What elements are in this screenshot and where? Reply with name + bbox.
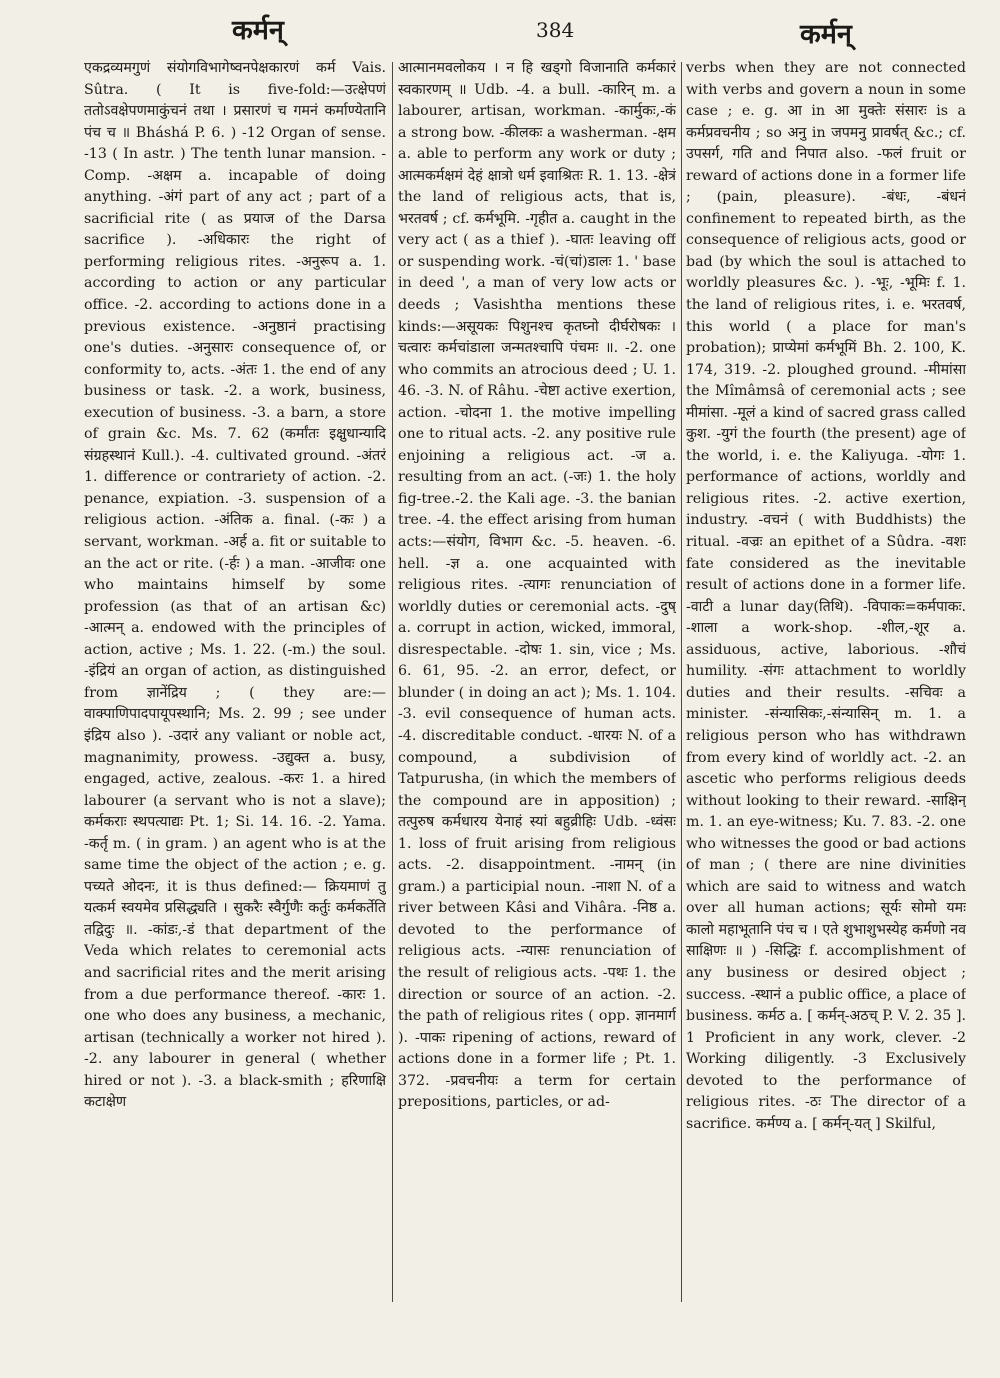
dictionary-body [84,58,966,1318]
column-3-text: verbs when they are not connected with verbs and govern a noun in some case ; e. g. आ in आ मुक्तेः संसारः is a कर्मप्रवचनीय ; so अनु in जपमनु प्रावर्षत् &c.; cf. उपसर्ग, गति and निपात also. -फलं fruit or reward of actions done in a former life ; (pain, pleasure). -बंधः, -बंधनं confinement to repeated birth, as the consequence of religious acts, good or bad (by which the soul is attached to worldly pleasures &c. ). -भूः, -भूमिः f. 1. the land of religious rites, i. e. भरतवर्ष, this world ( a place for man's probation); प्राप्येमां कर्मभूमिं Bh. 2. 100, K. 174, 319. -2. ploughed ground. -मीमांसा the Mîmâmsâ of ceremonial acts ; see मीमांसा. -मूलं a kind of sacred grass called कुश. -युगं the fourth (the present) age of the world, i. e. the Kaliyuga. -योगः 1. performance of actions, worldly and religious rites. -2. active exertion, industry. -वचनं ( with Buddhists) the ritual. -वज्रः an epithet of a Sûdra. -वशः fate considered as the inevitable result of actions done in a former life. -वाटी a lunar day(तिथि). -विपाकः=कर्मपाकः. -शाला a work-shop. -शील,-शूर a. assiduous, active, laborious. -शौचं humility. -संगः attachment to worldly duties and their results. -सचिवः a minister. -संन्यासिकः,-संन्यासिन् m. 1. a religious person who has withdrawn from every kind of worldly act. -2. an ascetic who performs religious deeds without looking to their reward. -साक्षिन् m. 1. an eye-witness; Ku. 7. 83. -2. one who witnesses the good or bad actions of man ; ( there are nine divinities which are said to witness and watch over all human actions; सूर्यः सोमो यमः कालो महाभूतानि पंच च । एते शुभाशुभस्येह कर्मणो नव साक्षिणः ॥ ) -सिद्धिः f. accomplishment of any business or desired object ; success. -स्थानं a public office, a place of business. कर्मठ a. [ कर्मन्-अठच् P. V. 2. 35 ]. 1 Proficient in any work, clever. -2 Working diligently. -3 Exclusively devoted to the performance of religious rites. -ठः The director of a sacrifice. कर्मण्य a. [ कर्मन्-यत् ] Skilful, [686,60,966,1132]
page-number: 384 [536,18,575,42]
column-1 [84,58,386,1313]
left-running-headword: कर्मन् [232,15,284,46]
column-divider-1 [392,62,393,1302]
column-2-text: आत्मानमवलोकय । न हि खड्गो विजानाति कर्मकारं स्वकारणम् ॥ Udb. -4. a bull. -कारिन् m. a labourer, artisan, workman. -कार्मुकः,-कं a strong bow. -कीलकः a washerman. -क्षम a. able to perform any work or duty ; आत्मकर्मक्षमं देहं क्षात्रो धर्म इवाश्रितः R. 1. 13. -क्षेत्रं the land of religious acts, that is, भरतवर्ष ; cf. कर्मभूमि. -गृहीत a. caught in the very act ( as a thief ). -घातः leaving off or suspending work. -चं(चां)डालः 1. ' base in deed ', a man of very low acts or deeds ; Vasishtha mentions these kinds:—असूयकः पिशुनश्च कृतघ्नो दीर्घरोषकः । चत्वारः कर्मचांडाला जन्मतश्चापि पंचमः ॥. -2. one who commits an atrocious deed ; U. 1. 46. -3. N. of Râhu. -चेष्टा active exertion, action. -चोदना 1. the motive impelling one to ritual acts. -2. any positive rule enjoining a religious act. -ज a. resulting from an act. (-जः) 1. the holy fig-tree.-2. the Kali age. -3. the banian tree. -4. the effect arising from human acts:—संयोग, विभाग &c. -5. heaven. -6. hell. -ज्ञ a. one acquainted with religious rites. -त्यागः renunciation of worldly duties or ceremonial acts. -दुष् a. corrupt in action, wicked, immoral, disrespectable. -दोषः 1. sin, vice ; Ms. 6. 61, 95. -2. an error, defect, or blunder ( in doing an act ); Ms. 1. 104. -3. evil consequence of human acts. -4. discreditable conduct. -धारयः N. of a compound, a subdivision of Tatpurusha, (in which the members of the compound are in apposition) ; तत्पुरुष कर्मधारय येनाहं स्यां बहुव्रीहिः Udb. -ध्वंसः 1. loss of fruit arising from religious acts. -2. disappointment. -नामन् (in gram.) a participial noun. -नाशा N. of a river between Kâsi and Vihâra. -निष्ठ a. devoted to the performance of religious acts. -न्यासः renunciation of the result of religious acts. -पथः 1. the direction or source of an action. -2. the path of religious rites ( opp. ज्ञानमार्ग ). -पाकः ripening of actions, reward of actions done in a former life ; Pt. 1. 372. -प्रवचनीयः a term for certain prepositions, particles, or ad- [398,60,676,1111]
column-divider-2 [681,62,682,1302]
page-header [0,0,1000,55]
right-running-headword: कर्मन् [800,19,852,50]
column-2 [398,58,676,1313]
column-1-text: एकद्रव्यमगुणं संयोगविभागेष्वनपेक्षकारणं कर्म Vais. Sûtra. ( It is five-fold:—उत्क्षेपणं ततोऽवक्षेपणमाकुंचनं तथा । प्रसारणं च गमनं कर्माण्येतानि पंच च ॥ Bháshá P. 6. ) -12 Organ of sense. -13 ( In astr. ) The tenth lunar mansion. -Comp. -अक्षम a. incapable of doing anything. -अंगं part of any act ; part of a sacrificial rite ( as प्रयाज of the Darsa sacrifice ). -अधिकारः the right of performing religious rites. -अनुरूप a. 1. according to action or any particular office. -2. according to actions done in a previous existence. -अनुष्ठानं practising one's duties. -अनुसारः consequence of, or conformity to, acts. -अंतः 1. the end of any business or task. -2. a work, business, execution of business. -3. a barn, a store of grain &c. Ms. 7. 62 (कर्मांतः इक्षुधान्यादि संग्रहस्थानं Kull.). -4. cultivated ground. -अंतरं 1. difference or contrariety of action. -2. penance, expiation. -3. suspension of a religious action. -अंतिक a. final. (-कः ) a servant, workman. -अर्ह a. fit or suitable to an the act or rite. (-र्हः ) a man. -आजीवः one who maintains himself by some profession (as that of an artisan &c) -आत्मन् a. endowed with the principles of action, active ; Ms. 1. 22. (-m.) the soul. -इंद्रियं an organ of action, as distinguished from ज्ञानेंद्रिय ; ( they are:—वाक्पाणिपादपायूपस्थानि; Ms. 2. 99 ; see under इंद्रिय also ). -उदारं any valiant or noble act, magnanimity, prowess. -उद्युक्त a. busy, engaged, active, zealous. -करः 1. a hired labourer (a servant who is not a slave); कर्मकराः स्थपत्याद्यः Pt. 1; Si. 14. 16. -2. Yama. -कर्तृ m. ( in gram. ) an agent who is at the same time the object of the action ; e. g. पच्यते ओदनः, it is thus defined:— क्रियमाणं तु यत्कर्म स्वयमेव प्रसिद्ध्यति । सुकरैः स्वैर्गुणैः कर्तुः कर्मकर्तेति तद्विदुः ॥. -कांडः,-डं that department of the Veda which relates to ceremonial acts and sacrificial rites and the merit arising from a due performance thereof. -कारः 1. one who does any business, a mechanic, artisan (technically a worker not hired ). -2. any labourer in general ( whether hired or not ). -3. a black-smith ; हरिणाक्षि कटाक्षेण [84,60,386,1111]
column-3 [686,58,966,1313]
